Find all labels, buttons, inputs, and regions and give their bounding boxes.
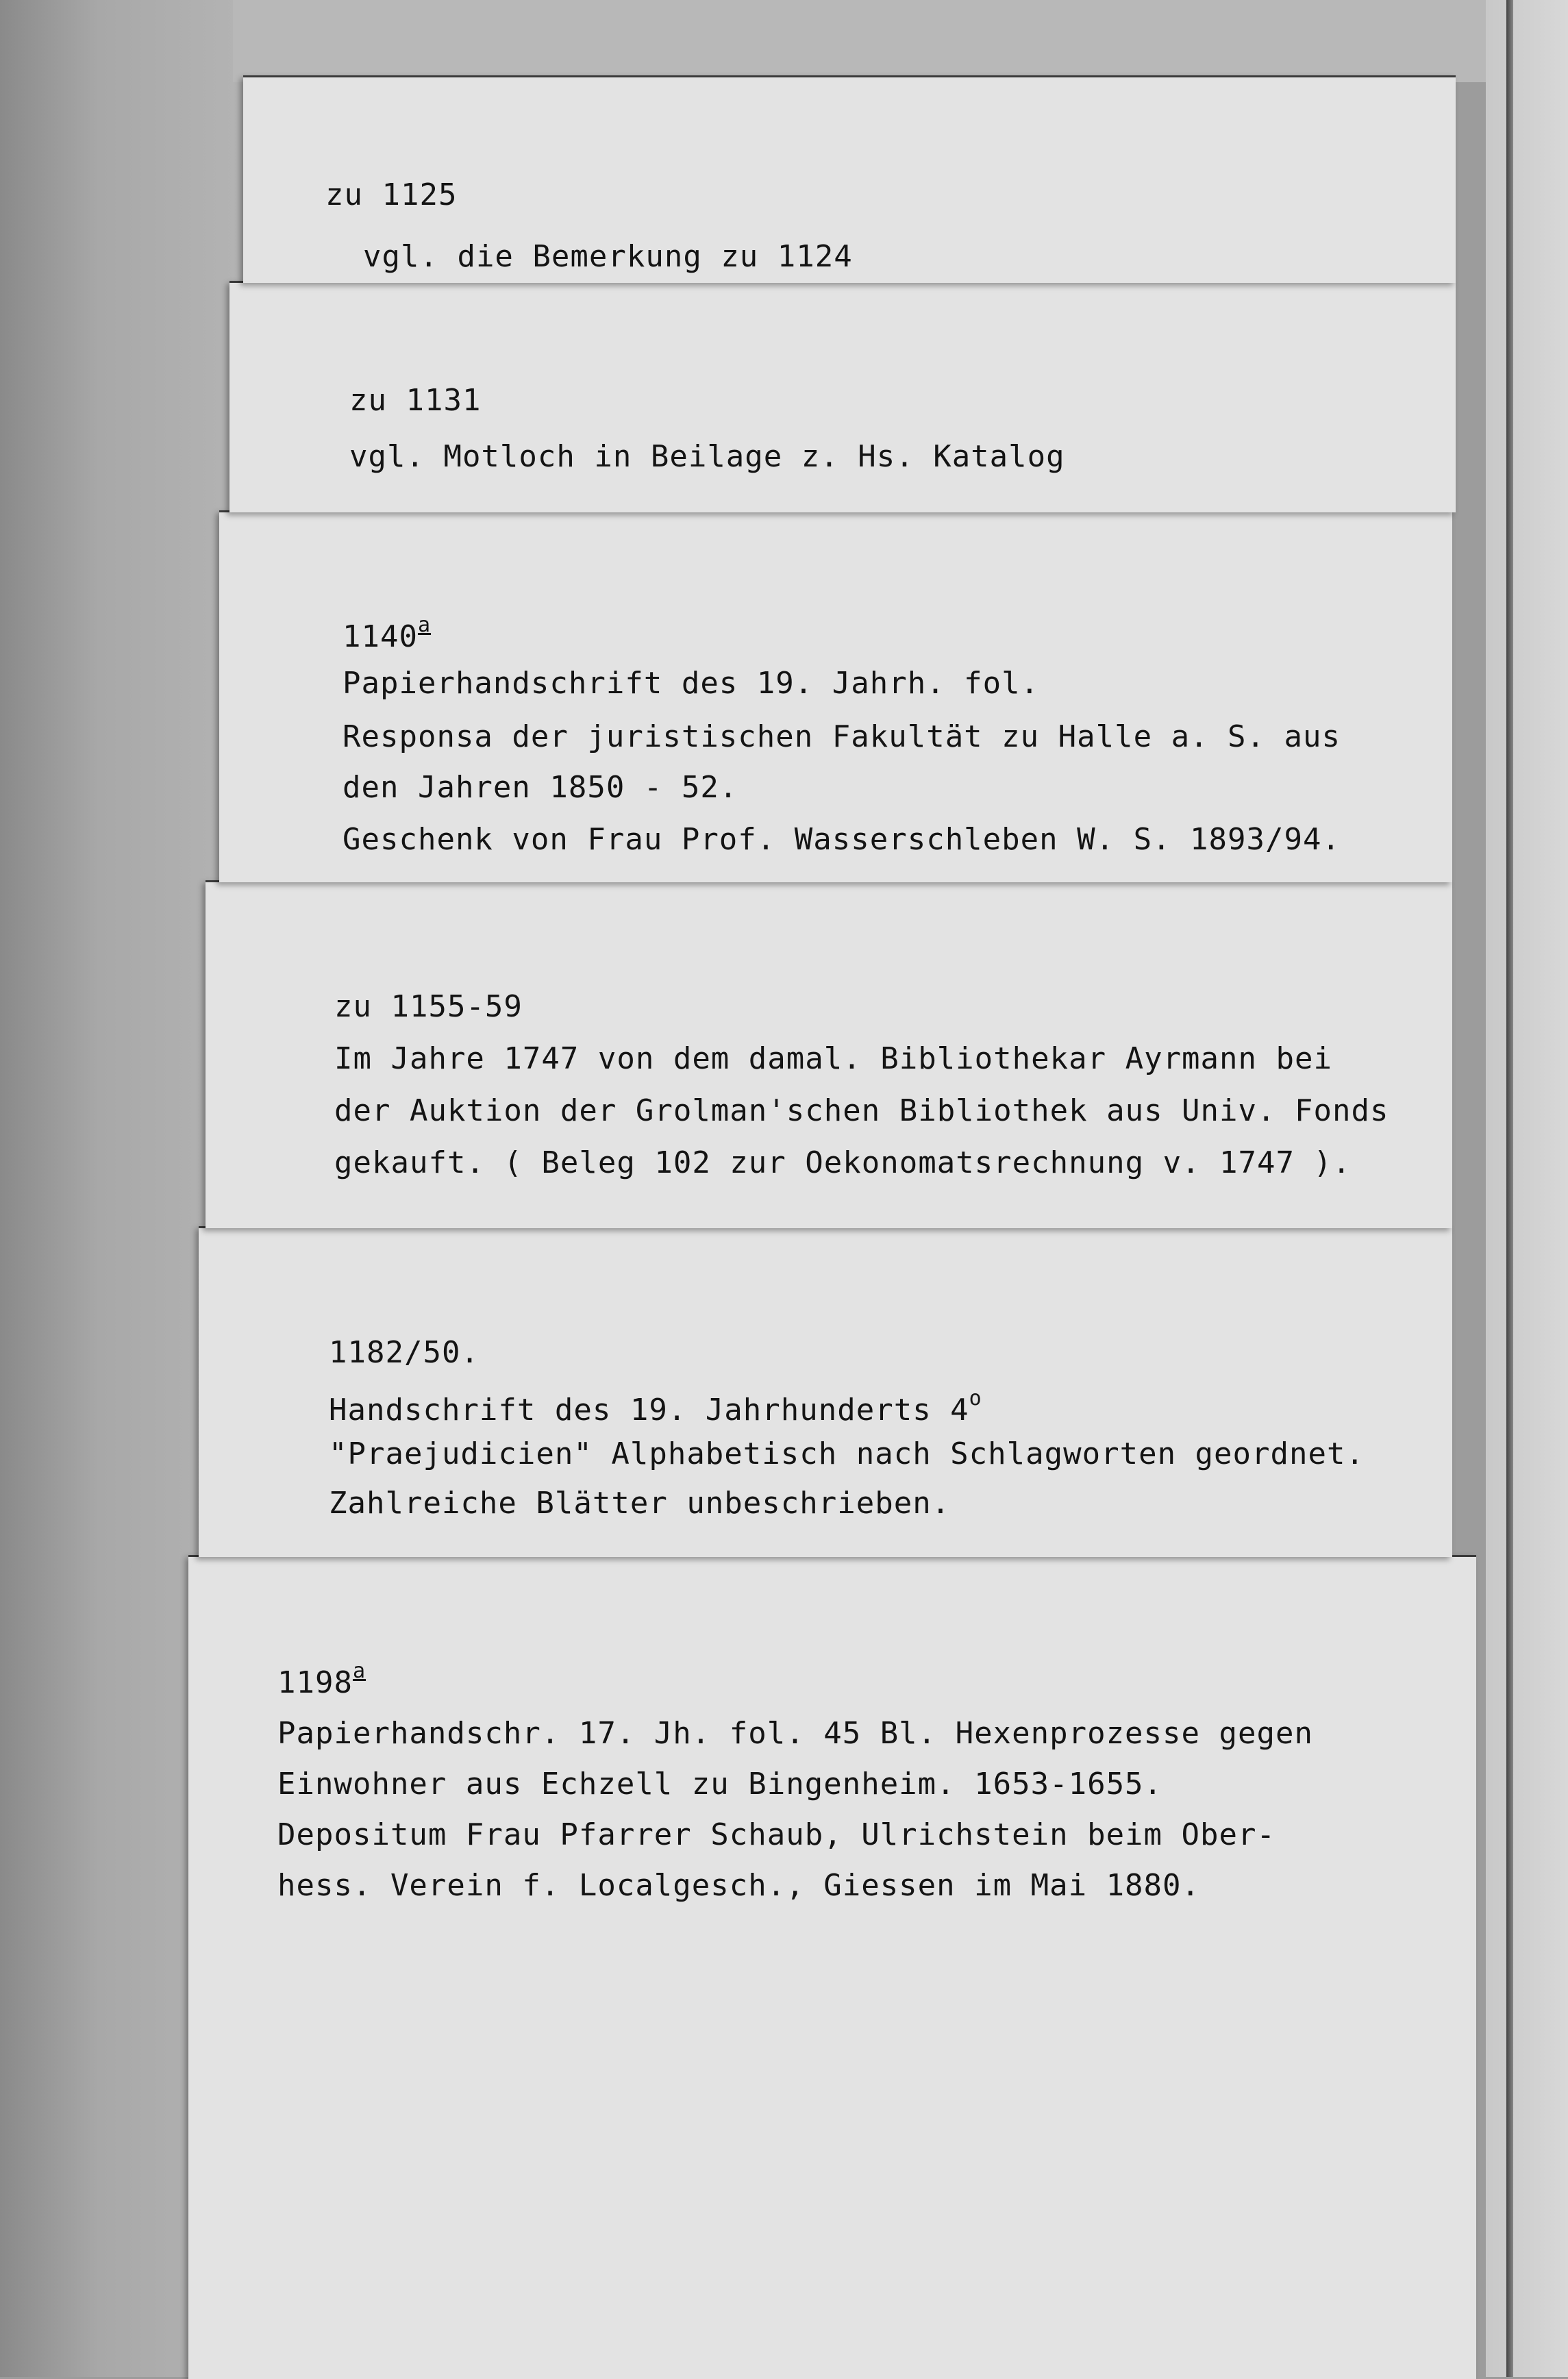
card-line: vgl. Motloch in Beilage z. Hs. Katalog xyxy=(349,439,1065,474)
card-1198a xyxy=(188,1555,1476,2379)
card-line: Im Jahre 1747 von dem damal. Bibliothekar Ayrmann bei xyxy=(334,1041,1332,1076)
card-heading: zu 1131 xyxy=(349,383,482,418)
card-line: den Jahren 1850 - 52. xyxy=(343,770,738,805)
background-top xyxy=(233,0,1486,82)
card-line: der Auktion der Grolman'schen Bibliothek aus Univ. Fonds xyxy=(334,1093,1389,1128)
card-line: vgl. die Bemerkung zu 1124 xyxy=(363,239,853,274)
card-1182-50 xyxy=(199,1226,1452,1557)
card-line: Depositum Frau Pfarrer Schaub, Ulrichstein beim Ober- xyxy=(277,1817,1275,1852)
card-line: Geschenk von Frau Prof. Wasserschleben W. S. 1893/94. xyxy=(343,822,1341,857)
card-1155-59 xyxy=(206,880,1452,1228)
card-heading: zu 1125 xyxy=(325,177,458,212)
card-1140a xyxy=(219,510,1452,882)
card-heading: 1140$^a$ xyxy=(343,613,432,654)
card-line: hess. Verein f. Localgesch., Giessen im Mai 1880. xyxy=(277,1868,1201,1903)
card-line: Einwohner aus Echzell zu Bingenheim. 1653-1655. xyxy=(277,1767,1163,1802)
card-line: Handschrift des 19. Jahrhunderts 4$^o$ xyxy=(329,1386,982,1428)
card-line: Responsa der juristischen Fakultät zu Halle a. S. aus xyxy=(343,719,1341,754)
card-line: Papierhandschr. 17. Jh. fol. 45 Bl. Hexenprozesse gegen xyxy=(277,1716,1313,1751)
card-line: Zahlreiche Blätter unbeschrieben. xyxy=(329,1486,951,1521)
card-heading: 1182/50. xyxy=(329,1335,480,1370)
card-1131 xyxy=(229,281,1456,512)
card-line: gekauft. ( Beleg 102 zur Oekonomatsrechnung v. 1747 ). xyxy=(334,1145,1352,1180)
card-stack-edge xyxy=(1506,0,1513,2377)
card-heading: zu 1155-59 xyxy=(334,989,523,1024)
card-line: Papierhandschrift des 19. Jahrh. fol. xyxy=(343,666,1040,701)
background-right xyxy=(1486,0,1568,2377)
card-1125 xyxy=(243,75,1456,283)
card-heading: 1198$^a$ xyxy=(277,1659,366,1700)
card-line: "Praejudicien" Alphabetisch nach Schlagworten geordnet. xyxy=(329,1436,1365,1471)
